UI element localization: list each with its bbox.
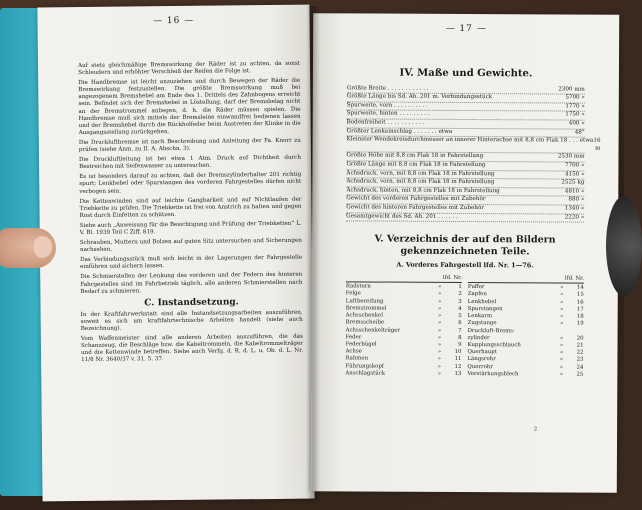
part-number: 3: [458, 298, 462, 305]
ditto-mark: »: [437, 312, 442, 319]
measure-label: Gewicht des vorderen Fahrgestelles mit Zubehör: [346, 195, 486, 203]
part-row: [467, 371, 583, 379]
thumbnail: [34, 236, 52, 258]
part-name: Lenkarm: [467, 313, 493, 320]
part-name: Bremstrommel: [345, 305, 387, 312]
ditto-mark: »: [560, 299, 564, 306]
part-number: 2: [458, 291, 462, 298]
measure-value: 400 »: [568, 120, 585, 127]
part-name: Federbügel: [345, 341, 377, 348]
part-name: Radstern: [345, 283, 371, 290]
paragraph: Das Verbindungsstück muß sich leicht in der Lagerungen der Fahrgestelle einführen und sichern lassen.: [80, 254, 303, 271]
part-number: 6: [458, 320, 462, 327]
paragraph: Schrauben, Muttern und Bolzen auf guten Sitz untersuchen und Sicherungen nachsehen.: [79, 237, 302, 254]
measure-label: Größter Lenkeinschlag . . . . . . . etwa: [346, 127, 453, 135]
parts-table: [345, 274, 584, 378]
measures-table: [346, 84, 601, 223]
part-number: 16: [576, 299, 584, 306]
part-number: [570, 328, 584, 335]
ditto-mark: »: [438, 284, 442, 291]
ditto-mark: »: [438, 291, 442, 298]
measure-row: [346, 213, 584, 223]
measure-label: Größte Länge mit 8,8 cm Flak 18 in Fahrstellung: [346, 161, 486, 169]
part-name: Anschlagstück: [345, 370, 386, 377]
parts-title: V. Verzeichnis der auf den Bildern gekennzeichneten Teile.: [374, 233, 556, 258]
measure-value: 7700 »: [565, 162, 585, 169]
part-name: Querhaupt: [467, 349, 497, 356]
ditto-mark: »: [559, 371, 564, 378]
measure-label: Größte Höhe mit 8,8 cm Flak 18 in Fahrstellung: [346, 152, 484, 160]
right-page-text: [345, 67, 601, 378]
ditto-mark: »: [559, 349, 564, 356]
part-name: Bremsscheibe: [345, 319, 385, 326]
measure-value: 880 »: [568, 196, 585, 203]
part-name: Querrohr: [467, 363, 493, 370]
ditto-mark: »: [437, 334, 442, 341]
part-number: 21: [576, 342, 584, 349]
paragraph: Auf stets gleichmäßige Bremswirkung der Räder ist zu achten, da sonst Schleudern und erhöhter Verschleiß der Reifen die Folge ist.: [78, 60, 301, 77]
part-name: Feder: [345, 334, 362, 341]
measure-value: 2220 »: [564, 214, 585, 221]
ditto-mark: »: [437, 363, 442, 370]
ditto-mark: »: [437, 370, 442, 377]
measures-title: IV. Maße und Gewichte.: [399, 67, 533, 80]
part-number: 14: [576, 284, 584, 291]
part-name: Rahmen: [345, 355, 369, 362]
paragraph: Siehe auch „Anweisung für die Besichtigung und Prüfung der Triebketten“ L. V. Bl. 1939 Teil C Ziff. 819.: [79, 220, 302, 236]
measure-label: Spurweite, hinten . . . . . . . . .: [346, 110, 430, 118]
ditto-mark: »: [560, 284, 564, 291]
ditto-mark: »: [437, 327, 442, 334]
part-number: 18: [576, 313, 584, 320]
part-name: Kupplungsschlauch: [467, 341, 521, 349]
ditto-mark: »: [560, 291, 564, 299]
part-name: Achse: [345, 348, 362, 355]
part-name: Achsschenkel: [345, 312, 383, 319]
right-page: [311, 13, 619, 493]
paragraph: Die Kettenwinden sind auf leichte Gangbarkeit und auf Nichtlaufen der Triebkette zu prüfen. Die Triebkette ist frei von Anstrich zu halten und gegen Rost durch Einfetten zu schützen.: [79, 196, 302, 219]
measure-label: Achsdruck, vorn, mit 8,8 cm Flak 18 in Fahrstellung: [346, 178, 495, 186]
col-num-header: lfd. Nr.: [442, 274, 462, 281]
measure-value: 2300 mm: [558, 86, 585, 93]
col-name-header: [346, 274, 434, 282]
section-title-instandsetzung: C. Instandsetzung.: [144, 297, 239, 309]
measure-value: 1340 »: [564, 205, 585, 212]
paragraph: In der Kraftfahrwerkstatt sind alle Instandsetzungsarbeiten auszuführen, soweit es sich um kraftfahrtechnische Arbeiten handelt (siehe auch Bezeichnung).: [80, 309, 303, 333]
measure-value: 1770 »: [565, 103, 585, 110]
measure-label: Gewicht des hinteren Fahrgestelles mit Zubehör: [346, 204, 484, 212]
part-name: zylinder: [467, 334, 490, 341]
part-name: Luftbereifung: [345, 298, 384, 305]
ditto-mark: »: [437, 348, 442, 355]
measure-label: Achsdruck, vorn, mit 8,8 cm Flak 18 in Fahrstellung: [346, 169, 495, 177]
part-number: 24: [576, 364, 584, 371]
part-number: 20: [576, 335, 584, 342]
part-number: 11: [454, 356, 462, 363]
part-number: 10: [454, 349, 462, 356]
ditto-mark: »: [438, 305, 442, 312]
part-number: 25: [576, 371, 584, 378]
col-num-header: lfd. Nr.: [564, 275, 584, 282]
footnote-marker: 2: [533, 426, 538, 433]
paragraph: Die Druckluftleitung ist bei etwa 1 Atm. Druck auf Dichtheit durch Bestreichen mit Seifenwasser zu untersuchen.: [78, 154, 302, 171]
paragraph: Die Schmierstellen der Lenkung des vorderen und der Federn des hinteren Fahrgestelles sind im Fahrbetrieb täglich, alle anderen Schmierstellen nach Bedarf zu schmieren.: [80, 272, 303, 295]
measure-value: 48°: [574, 129, 585, 136]
parts-header: [468, 275, 584, 284]
part-number: 12: [454, 363, 462, 370]
measure-label: Größte Länge bis Sd. Ah. 201 m. Verbindungsstück: [346, 93, 493, 101]
part-name: Puffer: [467, 284, 485, 291]
part-number: 5: [458, 313, 462, 320]
paragraph: Die Druckluftbremse ist nach Beschreibung und Anleitung der Fa. Knorr zu prüfen (siehe Anm. zu II. A. Abschn. 3).: [78, 137, 301, 154]
part-number: 19: [576, 320, 584, 327]
page-number-16: — 16 —: [152, 15, 195, 27]
parts-subtitle: A. Vorderes Fahrgestell lfd. Nr. 1—76.: [396, 260, 534, 270]
part-name: Längsrohr: [467, 356, 496, 363]
part-number: 23: [576, 356, 584, 363]
part-name: Führungskopf: [345, 362, 384, 370]
part-name: Lenkhebel: [467, 298, 497, 305]
ditto-mark: »: [437, 341, 442, 348]
measure-label: Spurweite, vorn . . . . . . . . . .: [346, 102, 428, 109]
ditto-mark: »: [559, 320, 564, 327]
part-number: 8: [458, 334, 462, 341]
left-page: [37, 5, 314, 502]
part-name: Achsschenkelträger: [345, 326, 401, 334]
part-name: Druckluft-Brems-: [467, 327, 515, 334]
measure-label: Achsdruck, hinten, mit 8,8 cm Flak 18 in Fahrstellung: [346, 187, 500, 194]
part-name: Zugstange: [467, 320, 497, 327]
parts-column-right: [467, 275, 584, 379]
measure-value: 16 m: [593, 137, 601, 152]
measure-label: Bodenfreiheit . . . . . . . . . . .: [346, 119, 425, 126]
part-number: 1: [458, 284, 462, 291]
part-number: 22: [576, 349, 584, 356]
paragraph: Vom Waffenmeister sind alle anderen Arbeiten auszuführen, die das Schanzzeug, die Beschläge bzw. die Kabeltrommeln, die Kabeltrommelträger und die Kettenwinde betreffen. Siehe auch Verfg. d. R. d. L. u. Ob. d. L. Nr. 11/8 Nr. 3640/37 v. 31. 5. 37.: [80, 333, 304, 364]
part-name: Zapfen: [467, 291, 487, 298]
ditto-mark: »: [559, 313, 564, 320]
part-number: 9: [458, 341, 462, 348]
measure-label: Kleinster Wendekreisdurchmesser an innerer Hinterachse mit 8,8 cm Flak 18 . . . etwa: [346, 136, 594, 144]
dark-object-edge: [606, 196, 642, 296]
ditto-mark: »: [560, 306, 564, 313]
ditto-mark: »: [559, 364, 564, 371]
parts-column-left: [345, 274, 462, 378]
measure-value: 4150 »: [564, 171, 585, 178]
part-name: Felge: [345, 290, 361, 297]
measure-value: 2530 mm: [557, 153, 585, 160]
measure-label: Größte Breite . . . . . . . . . . . .: [346, 84, 429, 92]
paragraph: Die Handbremse ist leicht anzuziehen und durch Bewegen der Räder die Bremswirkung festzustellen. Die größte Bremswirkung muß bei angezogenem Bremshebel am Ende des 1. Drittels des Zahnbogens erreicht sein. Befindet sich der Bremshebel in Löstellung, darf der Bremsbelag nicht an der Bremstrommel anliegen, d. h. die Räder müssen spielen. Die Handbremse muß sich mittels der Bremsleine einwandfrei bedienen lassen und der Bremshebel durch die Rückholfeder beim Austreten der Klinke in die Ausgangsstellung zurückgehen.: [78, 77, 301, 136]
ditto-mark: »: [437, 356, 442, 363]
measure-value: 2525 kg: [561, 179, 585, 186]
ditto-mark: »: [559, 342, 564, 349]
measure-value: 5700 »: [565, 94, 585, 101]
part-number: 7: [458, 327, 462, 334]
measure-value: 4810 »: [564, 188, 585, 195]
part-name: Verstärkungsblech: [467, 370, 519, 378]
measure-value: 1750 »: [565, 111, 585, 118]
part-number: 17: [576, 306, 584, 313]
measure-label: Gesamtgewicht des Sd. Ah. 201 . . . . . .: [346, 212, 458, 220]
ditto-mark: »: [438, 298, 442, 305]
parts-header: [346, 274, 462, 283]
paragraph: Es ist besonders darauf zu achten, daß der Bremszylinderhalter 201 richtig spurt; Lenkhebel oder Spurstangen des vorderen Fahrgestelles dürfen nicht verbogen sein.: [79, 171, 302, 195]
ditto-mark: [554, 328, 570, 335]
ditto-mark: »: [437, 320, 442, 327]
part-number: 4: [458, 305, 462, 312]
part-number: 13: [454, 370, 462, 377]
book-gutter: [306, 6, 320, 500]
part-name: Spurstangen: [467, 305, 503, 313]
ditto-mark: »: [559, 356, 564, 363]
part-row: [345, 370, 461, 378]
part-number: 15: [576, 292, 584, 299]
page-number-17: — 17 —: [445, 23, 487, 35]
measure-row: [346, 136, 601, 154]
ditto-mark: »: [559, 335, 564, 342]
col-name-header: [468, 275, 556, 283]
left-page-text: [78, 61, 303, 368]
